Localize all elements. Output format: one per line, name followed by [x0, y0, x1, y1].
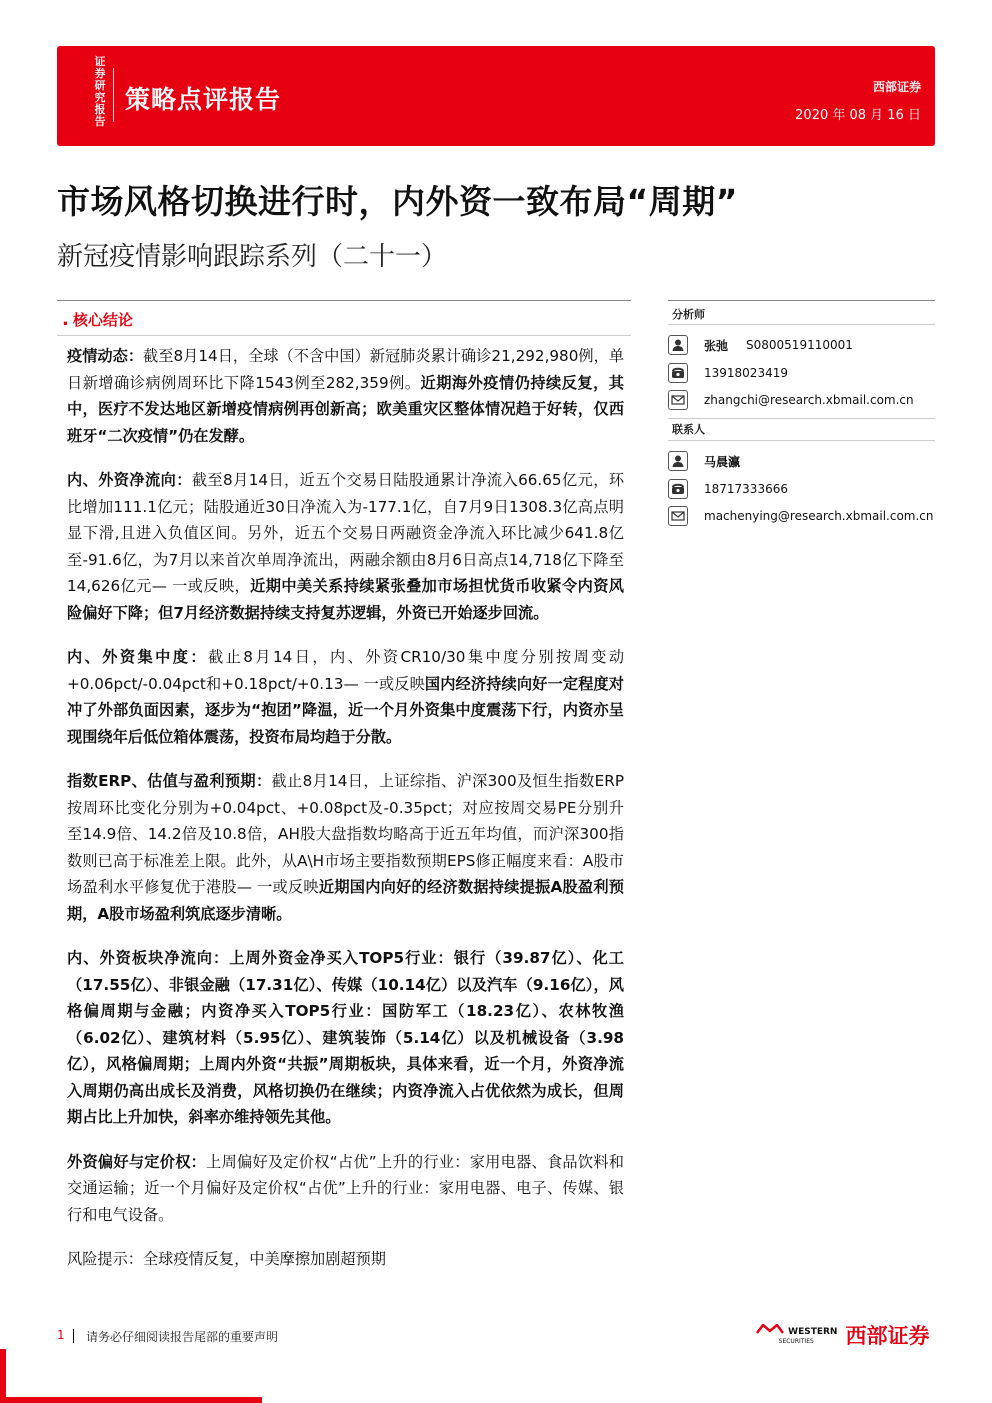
- paragraph-lead: 疫情动态：: [67, 347, 144, 365]
- contact-phone-row: [668, 479, 788, 499]
- sidebar-rule: [668, 440, 935, 441]
- report-date: 2020 年 08 月 16 日: [795, 108, 921, 123]
- paragraph-lead: 内、外资净流向：: [67, 471, 192, 489]
- paragraph-lead: 指数ERP、估值与盈利预期：: [67, 772, 272, 790]
- paragraph: [67, 768, 624, 927]
- sidebar-rule: [668, 300, 935, 301]
- page-number: 1: [57, 1328, 65, 1342]
- analyst-email[interactable]: zhangchi@research.xbmail.com.cn: [704, 393, 914, 407]
- paragraph-text: 截至8月14日，全球（不含中国）新冠肺炎累计确诊21,292,980例，单日新增确诊病例周环比下降1543例至282,359例。: [67, 347, 625, 392]
- paragraph-text: 截止8月14日，内、外资CR10/30集中度分别按周变动+0.06pct/-0.04pct和+0.18pct/+0.13— 一或反映: [67, 648, 625, 693]
- paragraph-lead: 内、外资板块净流向：: [67, 949, 230, 967]
- analyst-name-row: [668, 335, 853, 355]
- analyst-phone: 13918023419: [704, 366, 788, 380]
- paragraph-emphasis: 近期中美关系持续紧张叠加市场担忧货币收紧令内资风险偏好下降；但7月经济数据持续支持复苏逻辑，外资已开始逐步回流。: [67, 577, 624, 622]
- contact-name: 马晨瀛: [704, 454, 741, 469]
- brand-name: 西部证券: [872, 80, 921, 94]
- risk-note: [67, 1246, 624, 1273]
- corner-accent: [0, 1397, 262, 1403]
- corner-accent: [0, 1349, 6, 1403]
- paragraph-lead: 内、外资集中度：: [67, 648, 208, 666]
- sidebar-rule: [668, 418, 935, 419]
- paragraph-text: 截止8月14日，上证综指、沪深300及恒生指数ERP按周环比变化分别为+0.04pct、+0.08pct及-0.35pct；对应按周交易PE分别升至14.9倍、14.2倍及10.8倍，AH股大盘指数均略高于近五年均值，而沪深300指数则已高于标准差上限。此外，从A\H市场主要指数预期EPS修正幅度来看：A股市场盈利水平修复优于港股— 一或反映: [67, 772, 624, 896]
- contact-email[interactable]: machenying@research.xbmail.com.cn: [704, 509, 934, 523]
- logo-wordmark: [755, 1324, 837, 1347]
- paragraph-emphasis: 国内经济持续向好一定程度对冲了外部负面因素，逐步为“抱团”降温，近一个月外资集中度震荡下行，内资亦呈现围绕年后低位箱体震荡，投资布局均趋于分散。: [67, 674, 624, 746]
- paragraph-text: 截至8月14日，近五个交易日陆股通累计净流入66.65亿元，环比增加111.1亿元；陆股通近30日净流入为-177.1亿，自7月9日1308.3亿高点明显下滑,且进入负值区间。另外，近五个交易日两融资金净流入环比减少641.8亿至-91.6亿，为7月以来首次单周净流出，两融余额由8月6日高点14,718亿下降至14,626亿元— 一或反映，: [67, 471, 625, 595]
- page-title: 市场风格切换进行时，内外资一致布局“周期”: [57, 182, 738, 221]
- analyst-heading: 分析师: [672, 308, 705, 321]
- paragraph-text: 上周偏好及定价权“占优”上升的行业：家用电器、食品饮料和交通运输；近一个月偏好及定价权“占优”上升的行业：家用电器、电子、传媒、银行和电气设备。: [67, 1152, 624, 1224]
- footer-divider: [73, 1329, 74, 1343]
- paragraph: [67, 467, 624, 626]
- analyst-name: 张弛: [704, 338, 729, 353]
- contact-phone: 18717333666: [704, 482, 788, 496]
- body-text: [67, 343, 624, 1291]
- section-heading: [62, 309, 133, 330]
- analyst-license: S0800519110001: [746, 338, 853, 352]
- header-banner: [57, 46, 935, 146]
- paragraph: [67, 1149, 624, 1229]
- paragraph: [67, 343, 624, 449]
- mail-icon: [668, 506, 688, 526]
- contact-heading: 联系人: [672, 423, 705, 436]
- logo-en-sub: SECURITIES: [778, 1337, 814, 1345]
- contact-name-row: [668, 451, 758, 471]
- analyst-phone-row: [668, 363, 788, 383]
- paragraph-emphasis: 近期海外疫情仍持续反复，其中，医疗不发达地区新增疫情病例再创新高；欧美重灾区整体情况趋于好转，仅西班牙“二次疫情”仍在发酵。: [67, 373, 624, 445]
- person-icon: [668, 335, 688, 355]
- section-rule-2: [57, 335, 631, 336]
- section-heading-text: 核心结论: [72, 311, 133, 329]
- vertical-label: 证券研究报告: [94, 55, 106, 128]
- footer-logo: [755, 1320, 929, 1350]
- paragraph: [67, 945, 624, 1131]
- bullet-dot-icon: .: [62, 309, 69, 330]
- report-type: 策略点评报告: [125, 85, 282, 114]
- sidebar-rule: [668, 324, 935, 325]
- page-subtitle: 新冠疫情影响跟踪系列（二十一）: [57, 242, 448, 272]
- phone-icon: [668, 363, 688, 383]
- analyst-email-row: [668, 390, 914, 410]
- paragraph: [67, 644, 624, 750]
- banner-divider: [113, 68, 114, 122]
- section-rule: [57, 300, 631, 301]
- paragraph-emphasis: 近期国内向好的经济数据持续提振A股盈利预期，A股市场盈利筑底逐步清晰。: [67, 878, 624, 923]
- mail-icon: [668, 390, 688, 410]
- paragraph-emphasis: 上周外资金净买入TOP5行业：银行（39.87亿）、化工（17.55亿）、非银金融（17.31亿）、传媒（10.14亿）以及汽车（9.16亿），风格偏周期与金融；内资净买入TOP5行业：国防军工（18.23亿）、农林牧渔（6.02亿）、建筑材料（5.95亿）、建筑装饰（5.14亿）以及机械设备（3.98亿），风格偏周期；上周内外资“共振”周期板块，具体来看，近一个月，外资净流入周期仍高出成长及消费，风格切换仍在继续；内资净流入占优依然为成长，但周期占比上升加快，斜率亦维持领先其他。: [67, 949, 624, 1126]
- logo-en: WESTERN: [788, 1326, 838, 1337]
- contact-email-row: [668, 506, 934, 526]
- person-icon: [668, 451, 688, 471]
- phone-icon: [668, 479, 688, 499]
- paragraph-lead: 外资偏好与定价权：: [67, 1152, 207, 1171]
- footer-disclaimer: 请务必仔细阅读报告尾部的重要声明: [86, 1330, 279, 1344]
- paragraph-text: 风险提示：全球疫情反复，中美摩擦加剧超预期: [67, 1250, 386, 1268]
- logo-mark-icon: [755, 1324, 785, 1334]
- logo-cn: 西部证券: [845, 1324, 930, 1348]
